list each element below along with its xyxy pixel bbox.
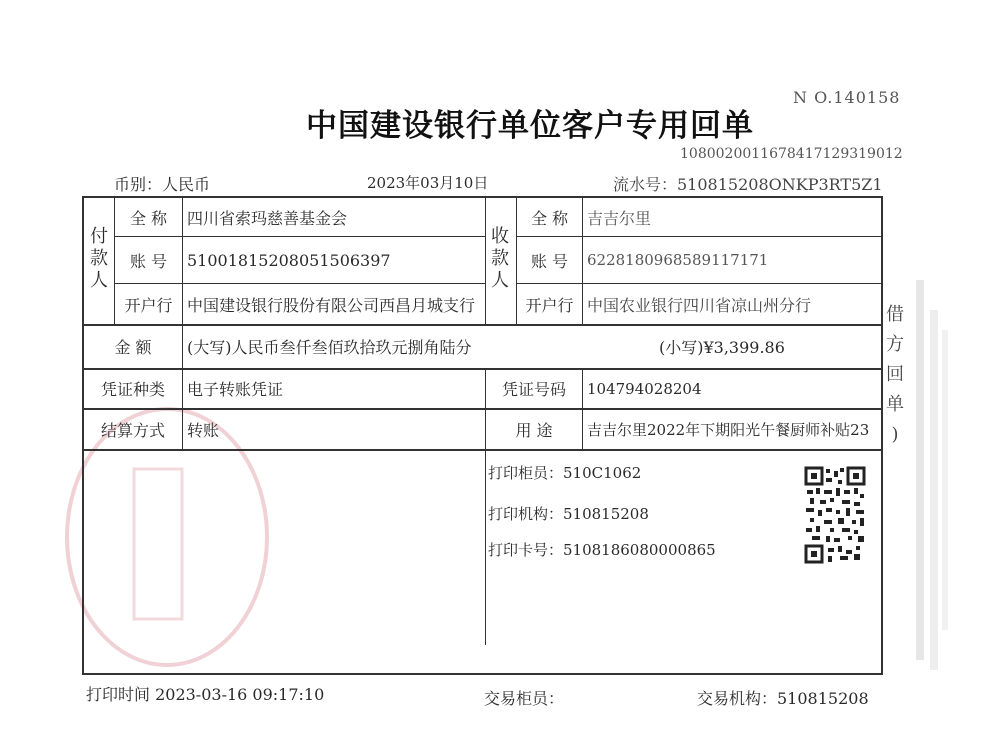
payer-side-label: 付款人 — [90, 226, 108, 291]
payer-bank-label: 开户行 — [124, 295, 173, 315]
edge-print-marks — [912, 270, 952, 710]
transaction-date: 2023年03月10日 — [367, 174, 489, 192]
voucher-type: 电子转账凭证 — [187, 380, 284, 399]
amount-label: 金 额 — [114, 338, 152, 357]
settle-method-label: 结算方式 — [100, 420, 165, 440]
debit-receipt-stamp: 借 方 回 单 ) — [886, 304, 904, 445]
serial-number: 1080020011678417129319012 — [680, 146, 903, 162]
payee-bank-label: 开户行 — [525, 295, 574, 315]
payee-name-label: 全 称 — [530, 208, 569, 228]
payee-name: 吉吉尔里 — [587, 208, 652, 228]
print-card: 打印卡号：5108186080000865 — [488, 540, 716, 559]
receipt-table — [82, 196, 883, 675]
currency-label: 币别：人民币 — [114, 175, 211, 194]
payee-side-label: 收款人 — [491, 226, 509, 291]
payer-account: 51001815208051506397 — [187, 250, 391, 270]
voucher-type-label: 凭证种类 — [100, 380, 165, 399]
payee-account: 6228180968589117171 — [587, 251, 769, 269]
transaction-teller: 交易柜员： — [484, 689, 565, 708]
voucher-no: 104794028204 — [587, 379, 702, 398]
amount-upper: (大写)人民币叁仟叁佰玖拾玖元捌角陆分 — [187, 338, 472, 357]
print-time: 打印时间 2023-03-16 09:17:10 — [86, 685, 325, 704]
print-teller: 打印柜员：510C1062 — [488, 463, 642, 482]
payer-bank: 中国建设银行股份有限公司西昌月城支行 — [187, 295, 476, 315]
payer-name: 四川省索玛慈善基金会 — [187, 208, 348, 228]
transaction-org: 交易机构：510815208 — [697, 689, 869, 708]
settle-method: 转账 — [187, 420, 220, 440]
purpose-label: 用 途 — [515, 420, 553, 440]
payee-bank: 中国农业银行四川省凉山州分行 — [587, 295, 812, 315]
receipt-number: N O.140158 — [793, 88, 901, 107]
page-title: 中国建设银行单位客户专用回单 — [306, 108, 754, 144]
purpose: 吉吉尔里2022年下期阳光午餐厨师补贴23 — [587, 420, 870, 439]
payer-name-label: 全 称 — [129, 208, 168, 228]
qr-code-icon — [804, 466, 866, 564]
payee-account-label: 账 号 — [530, 251, 569, 271]
voucher-no-label: 凭证号码 — [501, 380, 566, 399]
flow-number: 流水号：510815208ONKP3RT5Z1 — [613, 175, 883, 194]
amount-lower: (小写)¥3,399.86 — [659, 338, 785, 357]
print-org: 打印机构：510815208 — [488, 504, 649, 523]
payer-account-label: 账 号 — [129, 251, 168, 271]
